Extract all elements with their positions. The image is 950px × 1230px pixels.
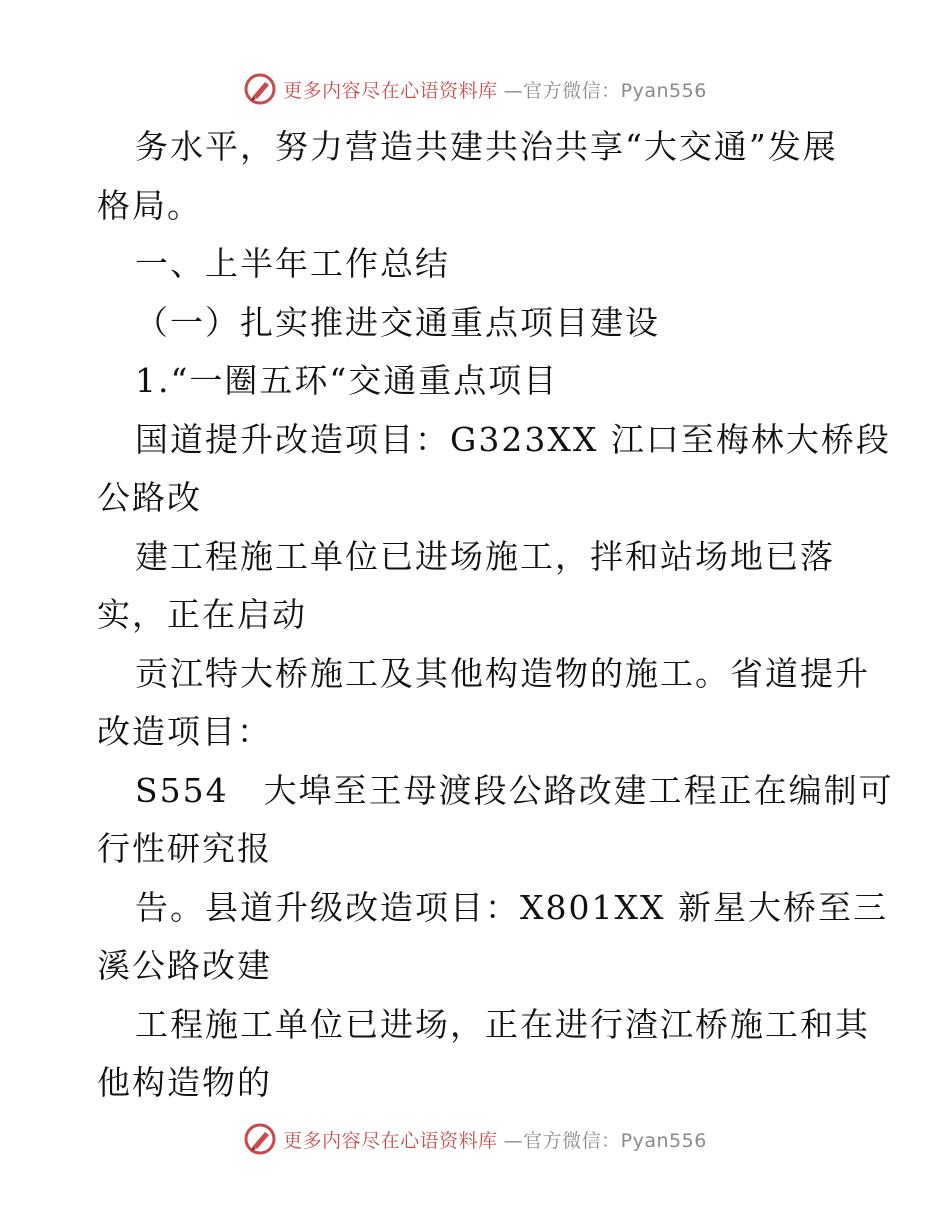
text-line: 公路改 <box>97 478 202 517</box>
text-line: 溪公路改建 <box>97 946 272 985</box>
text-line: 告。县道升级改造项目：X801XX 新星大桥至三 <box>135 887 888 927</box>
document-body <box>97 118 894 1113</box>
text-line: 建工程施工单位已进场施工，拌和站场地已落 <box>135 536 835 576</box>
subsection-heading: （一）扎实推进交通重点项目建设 <box>135 302 660 342</box>
text-line: 格局。 <box>97 185 202 225</box>
watermark-main-text: 更多内容尽在心语资料库 <box>283 79 498 102</box>
text-line: 他构造物的 <box>97 1063 272 1102</box>
footer-watermark <box>0 1122 950 1156</box>
section-heading: 一、上半年工作总结 <box>135 244 450 283</box>
header-watermark <box>0 72 950 106</box>
watermark-main-text: 更多内容尽在心语资料库 <box>283 1129 498 1152</box>
text-line: 工程施工单位已进场，正在进行渣江桥施工和其 <box>135 1004 870 1044</box>
text-line: 实，正在启动 <box>97 595 307 634</box>
text-line: 行性研究报 <box>97 829 272 868</box>
pen-logo-icon <box>243 72 277 106</box>
watermark-sub-text: —官方微信：Pyan556 <box>503 1129 707 1152</box>
item-heading: 1.“一圈五环“交通重点项目 <box>135 361 559 400</box>
pen-logo-icon <box>243 1122 277 1156</box>
watermark-sub-text: —官方微信：Pyan556 <box>503 79 707 102</box>
text-line: 改造项目： <box>97 712 272 751</box>
text-line: 国道提升改造项目：G323XX 江口至梅林大桥段 <box>135 419 891 459</box>
text-line: S554 大埠至王母渡段公路改建工程正在编制可 <box>135 770 894 810</box>
text-line: 贡江特大桥施工及其他构造物的施工。省道提升 <box>135 653 870 693</box>
text-line: 务水平，努力营造共建共治共享“大交通”发展 <box>135 127 838 166</box>
